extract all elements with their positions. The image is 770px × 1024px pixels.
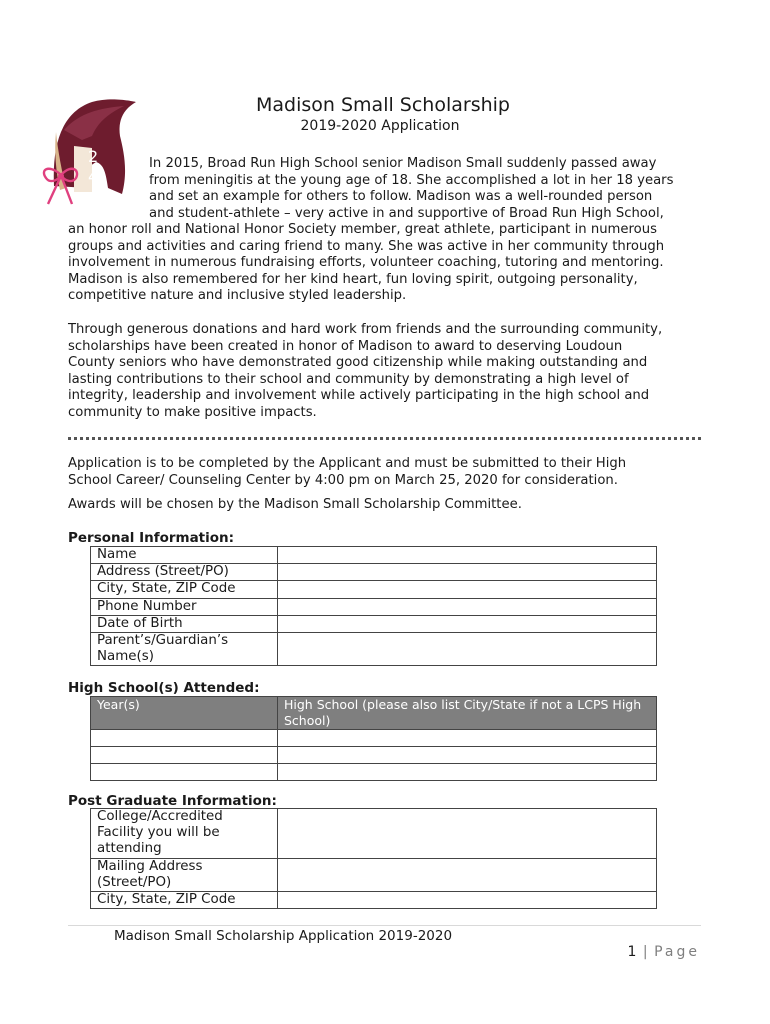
college-field[interactable] [278, 809, 657, 859]
text-line: competitive nature and inclusive styled leadership. [68, 288, 407, 304]
table-row [91, 730, 657, 747]
table-row [91, 615, 657, 632]
text-line: community to make positive impacts. [68, 404, 317, 420]
personal-info-heading: Personal Information: [68, 530, 235, 546]
table-row [91, 547, 657, 564]
college-city-state-zip-field[interactable] [278, 892, 657, 909]
field-label: Parent’s/Guardian’s Name(s) [91, 633, 278, 666]
table-row [91, 892, 657, 909]
school-field[interactable] [278, 747, 657, 764]
donations-paragraph [68, 322, 708, 422]
table-row [91, 633, 657, 666]
high-school-table [90, 696, 657, 781]
column-header-school: High School (please also list City/State if not a LCPS High School) [278, 697, 657, 730]
table-row [91, 764, 657, 781]
intro-paragraph-part2 [68, 222, 708, 305]
submission-instructions [68, 456, 698, 489]
page-number-separator: | [642, 944, 649, 960]
logo-number-top: 2 [88, 147, 99, 166]
school-field[interactable] [278, 764, 657, 781]
post-graduate-table [90, 808, 657, 909]
address-field[interactable] [278, 564, 657, 581]
table-row [91, 598, 657, 615]
text-line: School Career/ Counseling Center by 4:00 pm on March 25, 2020 for consideration. [68, 472, 618, 488]
footer-text: Madison Small Scholarship Application 2019-2020 [114, 928, 453, 944]
page-number-value: 1 [627, 944, 638, 960]
awards-note: Awards will be chosen by the Madison Small Scholarship Committee. [68, 497, 522, 512]
table-row [91, 858, 657, 891]
text-line: from meningitis at the young age of 18. She accomplished a lot in her 18 years [149, 172, 674, 188]
field-label: City, State, ZIP Code [91, 892, 278, 909]
text-line: and student-athlete – very active in and supportive of Broad Run High School, [149, 205, 664, 221]
text-line: scholarships have been created in honor of Madison to award to deserving Loudoun [68, 338, 623, 354]
text-line: Through generous donations and hard work from friends and the surrounding community, [68, 322, 663, 337]
text-line: and set an example for others to follow. Madison was a well-rounded person [149, 189, 653, 205]
table-row [91, 809, 657, 859]
text-line: integrity, leadership and involvement while actively participating in the high school and [68, 388, 650, 404]
high-school-heading: High School(s) Attended: [68, 680, 260, 696]
name-field[interactable] [278, 547, 657, 564]
field-label: Name [91, 547, 278, 564]
city-state-zip-field[interactable] [278, 581, 657, 598]
field-label: Address (Street/PO) [91, 564, 278, 581]
text-line: County seniors who have demonstrated good citizenship while making outstanding and [68, 355, 648, 371]
post-graduate-heading: Post Graduate Information: [68, 793, 277, 809]
table-header-row [91, 697, 657, 730]
year-field[interactable] [91, 764, 278, 781]
text-line: groups and activities and caring friend to many. She was active in her community through [68, 238, 665, 254]
field-label: City, State, ZIP Code [91, 581, 278, 598]
table-row [91, 581, 657, 598]
column-header-years: Year(s) [91, 697, 278, 730]
page-word: Page [654, 944, 700, 960]
year-field[interactable] [91, 730, 278, 747]
text-line: an honor roll and National Honor Society member, great athlete, participant in numerous [68, 222, 657, 237]
field-label: College/Accredited Facility you will be attending [91, 809, 278, 859]
table-row [91, 747, 657, 764]
logo-number-bottom: 4 [88, 167, 99, 186]
date-of-birth-field[interactable] [278, 615, 657, 632]
phone-field[interactable] [278, 598, 657, 615]
footer-divider [68, 925, 701, 926]
text-line: involvement in numerous fundraising efforts, volunteer coaching, tutoring and mentoring. [68, 255, 664, 271]
field-label: Phone Number [91, 598, 278, 615]
mailing-address-field[interactable] [278, 858, 657, 891]
text-line: lasting contributions to their school and community by demonstrating a high level of [68, 371, 629, 387]
year-field[interactable] [91, 747, 278, 764]
school-field[interactable] [278, 730, 657, 747]
field-label: Date of Birth [91, 615, 278, 632]
page-title: Madison Small Scholarship [256, 94, 510, 116]
personal-info-table [90, 546, 657, 666]
text-line: Application is to be completed by the Applicant and must be submitted to their High [68, 456, 627, 471]
page-number [590, 944, 700, 960]
table-row [91, 564, 657, 581]
parent-guardian-field[interactable] [278, 633, 657, 666]
page-subtitle: 2019-2020 Application [300, 118, 460, 134]
dotted-divider [68, 437, 701, 440]
field-label: Mailing Address (Street/PO) [91, 858, 278, 891]
text-line: Madison is also remembered for her kind heart, fun loving spirit, outgoing personality, [68, 271, 638, 287]
text-line: In 2015, Broad Run High School senior Madison Small suddenly passed away [149, 156, 657, 171]
intro-paragraph-part1 [149, 156, 709, 222]
